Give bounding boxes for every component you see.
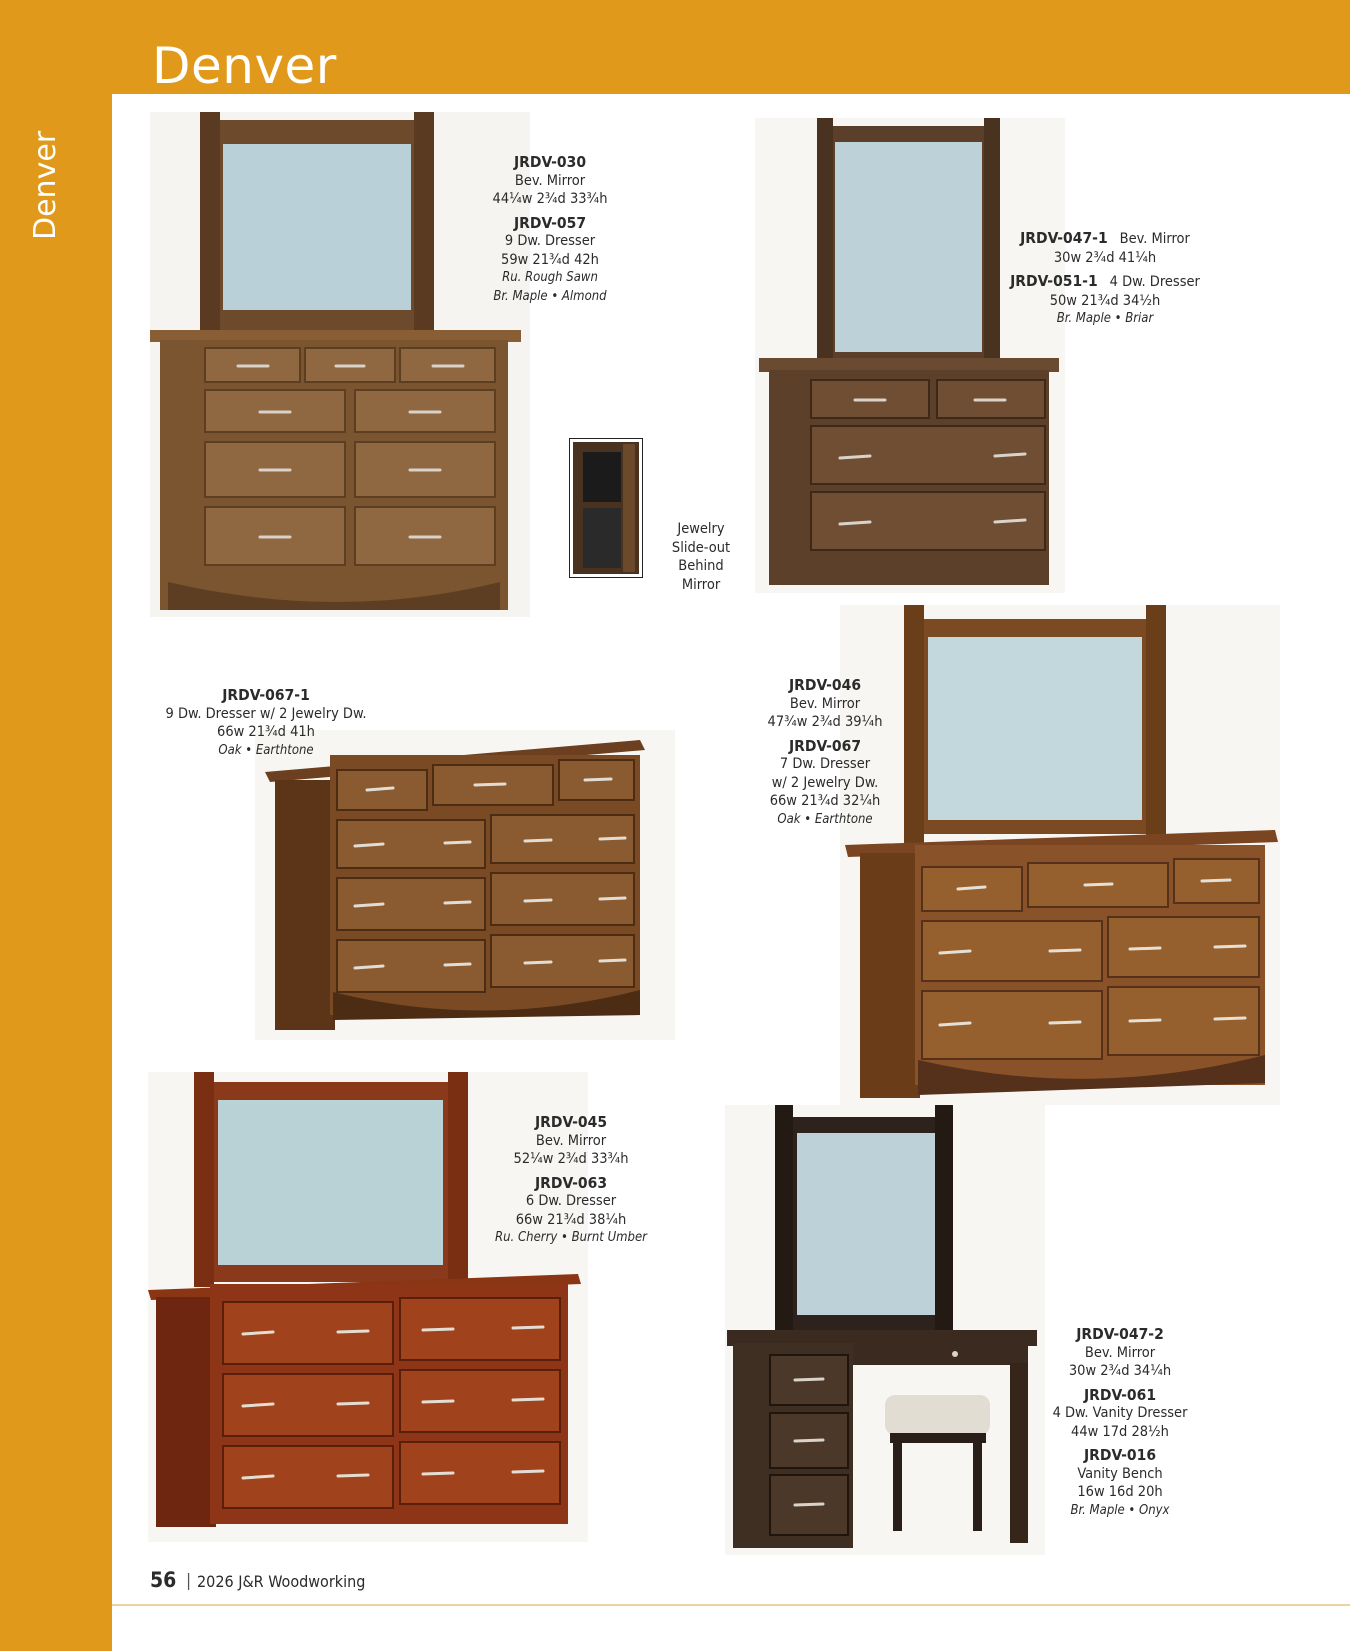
spec-group-jrdv-047-1-051-1 xyxy=(1000,229,1210,329)
spec-group-jrdv-047-2-061-016 xyxy=(1040,1325,1200,1520)
product-code: JRDV-046 xyxy=(788,676,862,694)
product-code: JRDV-016 xyxy=(1083,1446,1157,1464)
product-code: JRDV-061 xyxy=(1083,1385,1157,1404)
spec-line: 50w 21¾d 34½h xyxy=(1049,292,1161,309)
spec-group-jrdv-067-1 xyxy=(150,686,382,760)
spec-line: 66w 21¾d 41h xyxy=(217,724,315,740)
spec-line: w/ 2 Jewelry Dw. xyxy=(771,774,879,791)
finish-text: Oak • Earthtone xyxy=(218,742,314,758)
spec-group-jrdv-046-067 xyxy=(750,676,900,829)
product-description: 4 Dw. Dresser xyxy=(1109,274,1200,290)
spec-line: Mirror xyxy=(681,576,721,593)
product-description: Bev. Mirror xyxy=(1119,231,1190,247)
spec-line: Bev. Mirror xyxy=(789,695,861,712)
footer-rule xyxy=(112,1604,1350,1606)
spec-line: 30w 2¾d 41¼h xyxy=(1053,249,1157,266)
spec-line: Vanity Bench xyxy=(1077,1465,1163,1482)
finish-text: Br. Maple • Briar xyxy=(1056,311,1154,326)
product-code: JRDV-051-1 xyxy=(1010,272,1098,290)
product-code: JRDV-030 xyxy=(513,153,587,171)
spec-line: 9 Dw. Dresser xyxy=(504,233,596,249)
spec-line: 47¾w 2¾d 39¼h xyxy=(767,714,883,730)
spec-code-line xyxy=(1000,229,1210,249)
product-code: JRDV-047-1 xyxy=(1020,229,1108,247)
spec-line: Bev. Mirror xyxy=(514,172,586,189)
spec-line: 59w 21¾d 42h xyxy=(501,251,599,268)
spec-line: 44¼w 2¾d 33¾h xyxy=(492,191,608,207)
page-title: Denver xyxy=(152,37,337,95)
product-code: JRDV-045 xyxy=(534,1113,608,1131)
finish-text: Br. Maple • Onyx xyxy=(1070,1502,1170,1518)
photo-4-drawer-dresser-mirror xyxy=(755,118,1065,593)
page-number: 56 xyxy=(150,1568,177,1592)
spec-line: Jewelry xyxy=(677,521,725,537)
footer-separator: | xyxy=(186,1571,192,1591)
photo-7-drawer-dresser-mirror xyxy=(840,605,1280,1105)
side-label: Denver xyxy=(28,130,63,240)
spec-line: 4 Dw. Vanity Dresser xyxy=(1052,1405,1188,1421)
finish-text: Br. Maple • Almond xyxy=(493,288,607,304)
spec-line: 6 Dw. Dresser xyxy=(525,1193,617,1209)
spec-group-jrdv-045-063 xyxy=(486,1113,656,1248)
spec-group-jrdv-030-057 xyxy=(470,153,630,306)
finish-text: Ru. Rough Sawn xyxy=(502,270,598,285)
side-tab xyxy=(0,0,112,1651)
spec-line: Bev. Mirror xyxy=(535,1132,607,1149)
spec-line: 44w 17d 28½h xyxy=(1071,1423,1169,1440)
spec-line: 16w 16d 20h xyxy=(1077,1484,1163,1500)
footer-publisher: 2026 J&R Woodworking xyxy=(197,1572,366,1591)
finish-text: Oak • Earthtone xyxy=(777,811,873,827)
jewelry-slide-out-caption xyxy=(660,520,742,594)
spec-line: Bev. Mirror xyxy=(1084,1344,1156,1361)
spec-code-line xyxy=(1000,272,1210,292)
product-code: JRDV-067-1 xyxy=(222,686,310,704)
spec-line: 66w 21¾d 38¼h xyxy=(515,1211,627,1228)
finish-text: Ru. Cherry • Burnt Umber xyxy=(495,1230,647,1245)
spec-line: 66w 21¾d 32¼h xyxy=(769,793,881,809)
spec-line: Slide-out xyxy=(671,539,731,556)
spec-line: 52¼w 2¾d 33¾h xyxy=(513,1151,629,1167)
spec-line: 7 Dw. Dresser xyxy=(779,756,871,772)
product-code: JRDV-063 xyxy=(534,1173,608,1192)
spec-line: Behind xyxy=(678,558,724,574)
photo-9-drawer-jewelry-dresser xyxy=(255,730,675,1040)
photo-vanity-dresser-bench xyxy=(725,1105,1045,1555)
product-code: JRDV-067 xyxy=(788,736,862,755)
product-code: JRDV-047-2 xyxy=(1076,1325,1164,1343)
spec-line: 9 Dw. Dresser w/ 2 Jewelry Dw. xyxy=(165,705,367,722)
photo-jewelry-slide-out xyxy=(569,438,643,578)
spec-line: 30w 2¾d 34¼h xyxy=(1068,1363,1172,1379)
product-code: JRDV-057 xyxy=(513,213,587,232)
